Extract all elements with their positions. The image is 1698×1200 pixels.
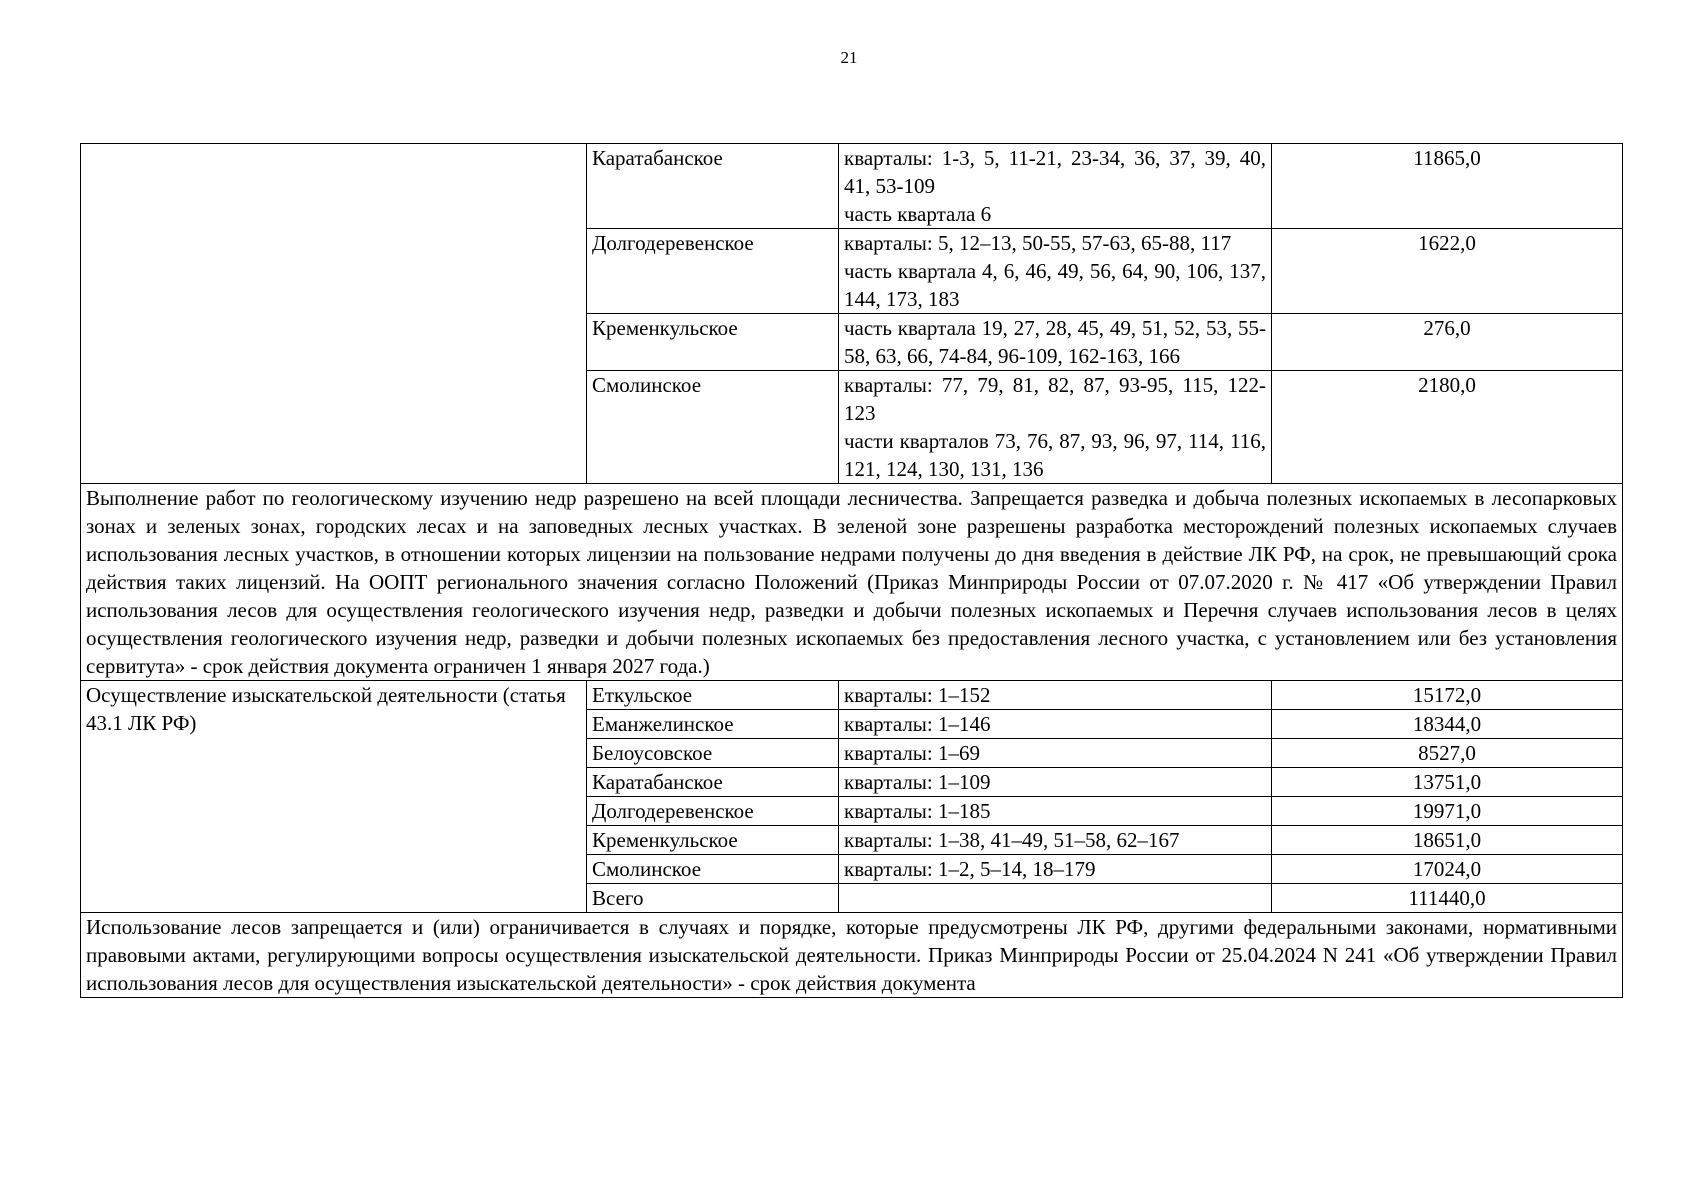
area-value: 15172,0 (1272, 681, 1623, 710)
quarters-line: часть квартала 19, 27, 28, 45, 49, 51, 52, 53, 55-58, 63, 66, 74-84, 96-109, 162-163, 166 (844, 316, 1266, 368)
area-value: 8527,0 (1272, 739, 1623, 768)
note-row (81, 913, 1623, 998)
forestry-name: Каратабанское (587, 144, 839, 229)
forestry-name: Долгодеревенское (587, 229, 839, 314)
quarters-cell (839, 371, 1272, 484)
forestry-name: Белоусовское (587, 739, 839, 768)
quarters-line: части кварталов 73, 76, 87, 93, 96, 97, 114, 116, 121, 124, 130, 131, 136 (844, 429, 1266, 481)
page-number: 21 (840, 48, 858, 67)
activity-cell-empty (81, 144, 587, 484)
table-row (81, 681, 1623, 710)
quarters-line: часть квартала 6 (844, 202, 992, 226)
quarters-cell: кварталы: 1–69 (839, 739, 1272, 768)
forestry-name: Кременкульское (587, 826, 839, 855)
quarters-line: часть квартала 4, 6, 46, 49, 56, 64, 90, 106, 137, 144, 173, 183 (844, 259, 1266, 311)
total-area: 111440,0 (1272, 884, 1623, 913)
quarters-cell: кварталы: 1–2, 5–14, 18–179 (839, 855, 1272, 884)
area-value: 11865,0 (1272, 144, 1623, 229)
forest-use-table (80, 143, 1623, 998)
quarters-line: кварталы: 5, 12–13, 50-55, 57-63, 65-88, 117 (844, 231, 1232, 255)
area-value: 18344,0 (1272, 710, 1623, 739)
quarters-cell (839, 314, 1272, 371)
quarters-cell (839, 144, 1272, 229)
area-value: 19971,0 (1272, 797, 1623, 826)
area-value: 1622,0 (1272, 229, 1623, 314)
survey-note: Использование лесов запрещается и (или) ограничивается в случаях и порядке, которые предусмотрены ЛК РФ, другими федеральными законами, нормативными правовыми актами, регулирующими вопросы осуществления изыскательской деятельности. Приказ Минприроды России от 25.04.2024 N 241 «Об утверждении Правил использования лесов для осуществления изыскательской деятельности» - срок действия документа (81, 913, 1623, 998)
area-value: 18651,0 (1272, 826, 1623, 855)
area-value: 276,0 (1272, 314, 1623, 371)
forestry-name: Долгодеревенское (587, 797, 839, 826)
quarters-cell (839, 229, 1272, 314)
quarters-line: кварталы: 1-3, 5, 11-21, 23-34, 36, 37, 39, 40, 41, 53-109 (844, 146, 1266, 198)
quarters-cell: кварталы: 1–38, 41–49, 51–58, 62–167 (839, 826, 1272, 855)
area-value: 17024,0 (1272, 855, 1623, 884)
forestry-name: Каратабанское (587, 768, 839, 797)
quarters-cell: кварталы: 1–109 (839, 768, 1272, 797)
forestry-name: Кременкульское (587, 314, 839, 371)
forestry-name: Смолинское (587, 855, 839, 884)
activity-cell: Осуществление изыскательской деятельности (статья 43.1 ЛК РФ) (81, 681, 587, 913)
total-quarters-empty (839, 884, 1272, 913)
total-label: Всего (587, 884, 839, 913)
table-row (81, 144, 1623, 229)
area-value: 2180,0 (1272, 371, 1623, 484)
geology-note: Выполнение работ по геологическому изучению недр разрешено на всей площади лесничества. Запрещается разведка и добыча полезных ископаемых в лесопарковых зонах и зеленых зонах, городских лесах и на заповедных лесных участках. В зеленой зоне разрешены разработка месторождений полезных ископаемых случаев использования лесных участков, в отношении которых лицензии на пользование недрами получены до дня введения в действие ЛК РФ, на срок, не превышающий срока действия таких лицензий. На ООПТ регионального значения согласно Положений (Приказ Минприроды России от 07.07.2020 г. № 417 «Об утверждении Правил использования лесов для осуществления геологического изучения недр, разведки и добычи полезных ископаемых и Перечня случаев использования лесов в целях осуществления геологического изучения недр, разведки и добычи полезных ископаемых без предоставления лесного участка, с установлением или без установления сервитута» - срок действия документа ограничен 1 января 2027 года.) (81, 484, 1623, 681)
note-row (81, 484, 1623, 681)
quarters-line: кварталы: 77, 79, 81, 82, 87, 93-95, 115, 122-123 (844, 373, 1266, 425)
area-value: 13751,0 (1272, 768, 1623, 797)
forestry-name: Еманжелинское (587, 710, 839, 739)
quarters-cell: кварталы: 1–146 (839, 710, 1272, 739)
forestry-name: Еткульское (587, 681, 839, 710)
quarters-cell: кварталы: 1–152 (839, 681, 1272, 710)
forestry-name: Смолинское (587, 371, 839, 484)
quarters-cell: кварталы: 1–185 (839, 797, 1272, 826)
